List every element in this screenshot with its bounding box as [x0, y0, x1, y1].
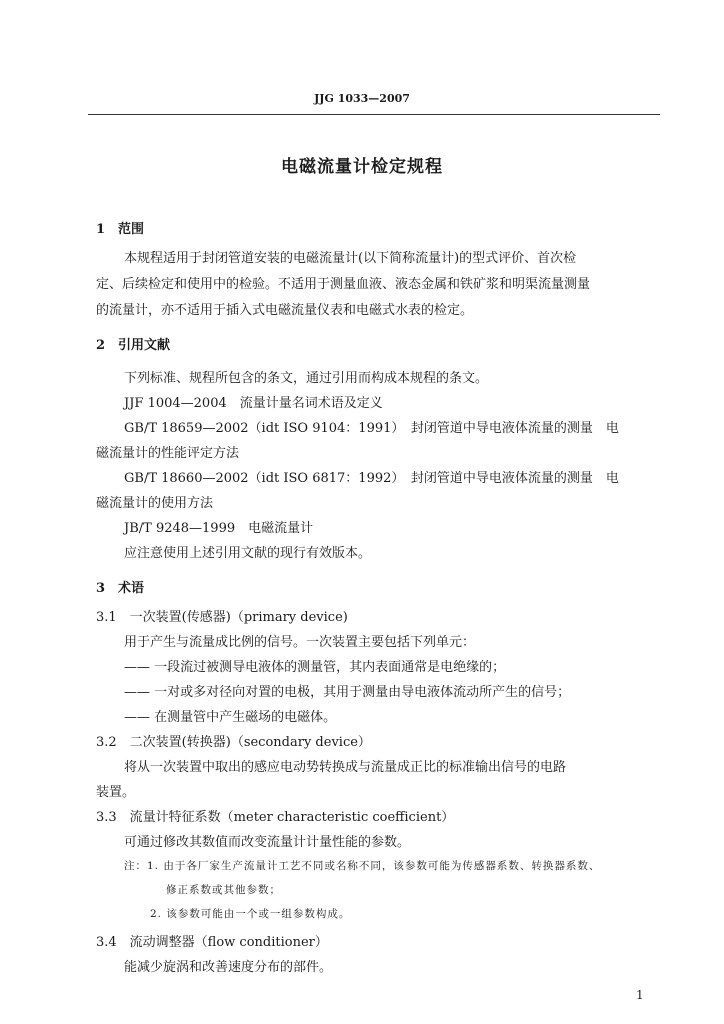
section-1-line-3: 的流量计，亦不适用于插入式电磁流量仪表和电磁式水表的检定。 [96, 303, 474, 318]
term-3-3-note-1-cont: 修正系数或其他参数； [166, 884, 281, 896]
reference-note: 应注意使用上述引用文献的现行有效版本。 [124, 546, 372, 561]
document-code-header: JJG 1033—2007 [314, 92, 410, 105]
section-2-heading: 2 引用文献 [96, 338, 171, 353]
section-3-heading: 3 术语 [96, 581, 145, 596]
header-rule [88, 114, 660, 115]
term-3-4-desc: 能减少旋涡和改善速度分布的部件。 [124, 960, 333, 975]
section-2-intro: 下列标准、规程所包含的条文，通过引用而构成本规程的条文。 [124, 371, 489, 386]
section-1-line-1: 本规程适用于封闭管道安装的电磁流量计(以下简称流量计)的型式评价、首次检 [124, 251, 577, 266]
term-3-4-title: 3.4 流动调整器（flow conditioner） [96, 935, 328, 950]
reference-gbt-18659: GB/T 18659—2002（idt ISO 9104：1991） 封闭管道中导电液体流量的测量 电 [124, 421, 619, 436]
term-3-3-title: 3.3 流量计特征系数（meter characteristic coefficient） [96, 810, 455, 825]
term-3-2-desc-cont: 装置。 [96, 785, 136, 800]
term-3-1-item-3: —— 在测量管中产生磁场的电磁体。 [124, 710, 337, 725]
reference-gbt-18659-cont: 磁流量计的性能评定方法 [96, 446, 240, 461]
document-title: 电磁流量计检定规程 [281, 157, 443, 177]
reference-gbt-18660-cont: 磁流量计的使用方法 [96, 496, 214, 511]
section-1-line-2: 定、后续检定和使用中的检验。不适用于测量血液、液态金属和铁矿浆和明渠流量测量 [96, 277, 591, 292]
term-3-3-desc: 可通过修改其数值而改变流量计计量性能的参数。 [124, 835, 411, 850]
reference-jbt-9248: JB/T 9248—1999 电磁流量计 [124, 521, 314, 536]
term-3-1-item-1: —— 一段流过被测导电液体的测量管，其内表面通常是电绝缘的； [124, 660, 506, 675]
term-3-3-note-1: 注：1. 由于各厂家生产流量计工艺不同或名称不同，该参数可能为传感器系数、转换器系数、 [124, 860, 601, 872]
term-3-1-desc: 用于产生与流量成比例的信号。一次装置主要包括下列单元： [124, 635, 476, 650]
section-1-heading: 1 范围 [96, 222, 145, 237]
term-3-1-title: 3.1 一次装置(传感器)（primary device) [96, 610, 348, 625]
term-3-1-item-2: —— 一对或多对径向对置的电极，其用于测量由导电液体流动所产生的信号； [124, 685, 571, 700]
reference-gbt-18660: GB/T 18660—2002（idt ISO 6817：1992） 封闭管道中导电液体流量的测量 电 [124, 471, 619, 486]
page-number: 1 [636, 988, 644, 1002]
reference-jjf-1004: JJF 1004—2004 流量计量名词术语及定义 [124, 396, 383, 411]
term-3-3-note-2: 2. 该参数可能由一个或一组参数构成。 [150, 908, 351, 920]
term-3-2-desc: 将从一次装置中取出的感应电动势转换成与流量成正比的标准输出信号的电路 [124, 760, 567, 775]
term-3-2-title: 3.2 二次装置(转换器)（secondary device） [96, 735, 371, 750]
